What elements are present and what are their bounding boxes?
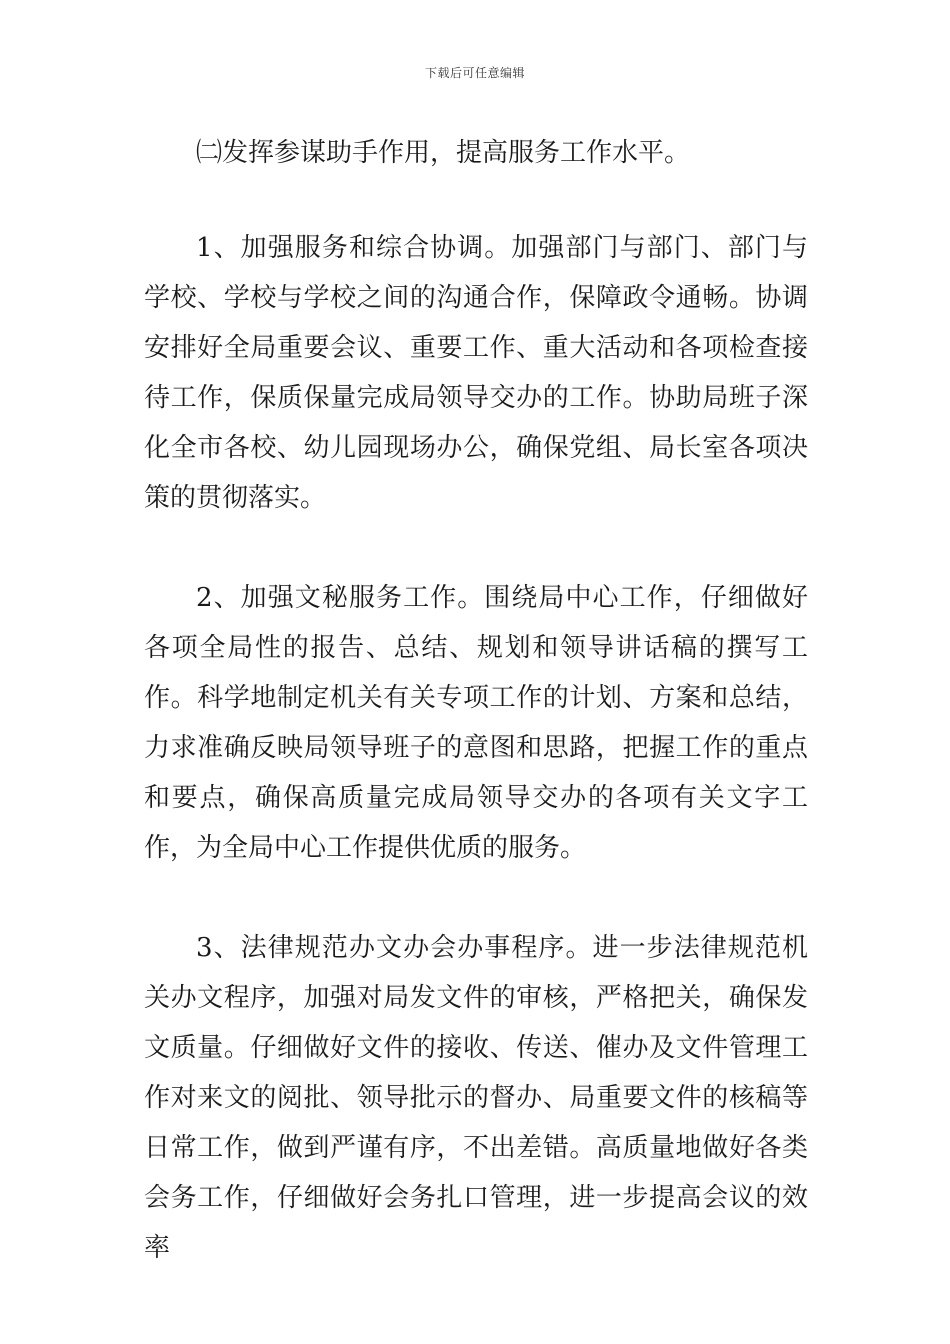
section-heading: ㈡发挥参谋助手作用，提高服务工作水平。 [196, 138, 691, 168]
paragraph-1: 1、加强服务和综合协调。加强部门与部门、部门与学校、学校与学校之间的沟通合作，保障政令通畅。协调安排好全局重要会议、重要工作、重大活动和各项检查接待工作，保质保量完成局领导交办的工作。协助局班子深化全市各校、幼儿园现场办公，确保党组、局长室各项决策的贯彻落实。 [144, 233, 808, 513]
page-header-note: 下载后可任意编辑 [424, 66, 525, 80]
paragraph-2: 2、加强文秘服务工作。围绕局中心工作，仔细做好各项全局性的报告、总结、规划和领导讲话稿的撰写工作。科学地制定机关有关专项工作的计划、方案和总结，力求准确反映局领导班子的意图和思路，把握工作的重点和要点，确保高质量完成局领导交办的各项有关文字工作，为全局中心工作提供优质的服务。 [144, 583, 808, 863]
paragraph-3: 3、法律规范办文办会办事程序。进一步法律规范机关办文程序，加强对局发文件的审核，严格把关，确保发文质量。仔细做好文件的接收、传送、催办及文件管理工作对来文的阅批、领导批示的督办、局重要文件的核稿等日常工作，做到严谨有序，不出差错。高质量地做好各类会务工作，仔细做好会务扎口管理，进一步提高会议的效率 [144, 933, 808, 1263]
